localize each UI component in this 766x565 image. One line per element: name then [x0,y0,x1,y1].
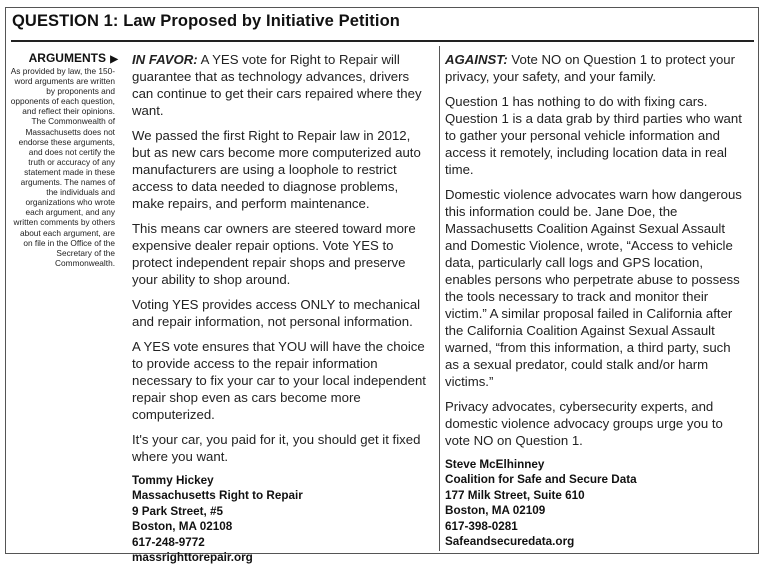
against-lead: AGAINST: [445,52,508,67]
signature-website: Safeandsecuredata.org [445,535,575,549]
in-favor-paragraph: We passed the first Right to Repair law in 2012, but as new cars become more computerized auto manufacturers are using a loophole to restrict access to data needed to diagnose problems, make repairs, and perform maintenance. [132,128,421,211]
signature-phone: 617-248-9772 [132,535,205,549]
against-paragraph: Privacy advocates, cybersecurity experts, and domestic violence advocacy groups urge you to vote NO on Question 1. [445,399,723,448]
in-favor-paragraph: IN FAVOR: A YES vote for Right to Repair will guarantee that as technology advances, drivers can continue to get their cars repaired where they want. [132,52,422,118]
signature-city: Boston, MA 02109 [445,504,546,518]
signature-phone: 617-398-0281 [445,519,518,533]
signature-name: Tommy Hickey [132,474,214,487]
arguments-heading [10,51,118,65]
against-signature [445,457,745,549]
signature-name: Steve McElhinney [445,458,545,471]
signature-organization: Coalition for Safe and Secure Data [445,473,637,487]
column-divider [439,46,440,551]
signature-street: 177 Milk Street, Suite 610 [445,488,585,502]
arrow-right-icon: ▶ [110,54,118,65]
signature-city: Boston, MA 02108 [132,520,233,534]
in-favor-column [132,51,432,565]
arguments-sidebar [10,51,118,268]
against-paragraph: Question 1 has nothing to do with fixing cars. Question 1 is a data grab by third parties who want to gather your personal vehicle information and access it remotely, including location data in real time. [445,94,742,177]
signature-website: massrighttorepair.org [132,551,253,565]
in-favor-paragraph: A YES vote ensures that YOU will have the choice to provide access to the repair information necessary to fix your car to your local independent repair shop even as cars become more computerized. [132,339,426,422]
signature-street: 9 Park Street, #5 [132,504,223,518]
arguments-disclaimer: As provided by law, the 150-word arguments are written by proponents and opponents of each question, and reflect their opinions. The Commonwealth of Massachusetts does not endorse these arguments, and does not certify the truth or accuracy of any statement made in these arguments. The names of the individuals and organizations who wrote each argument, and any written comments by others about each argument, are on file in the Office of the Secretary of the Commonwealth. [10,66,115,268]
against-paragraph: Domestic violence advocates warn how dangerous this information could be. Jane Doe, the Massachusetts Coalition Against Sexual Assault and Domestic Violence, wrote, “Access to vehicle data, particularly call logs and GPS location, enables persons who perpetrate abuse to possess the tools necessary to track and monitor their victim.” A similar proposal failed in California after the California Coalition Against Sexual Assault warned, “from this information, a third party, such as a sexual predator, could stalk and/or harm victims.” [445,187,742,389]
against-paragraph: AGAINST: Vote NO on Question 1 to protect your privacy, your safety, and your family. [445,52,736,84]
against-column [445,51,745,549]
in-favor-paragraph: This means car owners are steered toward more expensive dealer repair options. Vote YES to protect independent repair shops and preserve your ability to shop around. [132,221,416,287]
in-favor-paragraph: Voting YES provides access ONLY to mechanical and repair information, not personal information. [132,297,421,329]
in-favor-lead: IN FAVOR: [132,52,198,67]
page-title: QUESTION 1: Law Proposed by Initiative Petition [12,12,400,30]
in-favor-signature [132,473,432,565]
arguments-heading-label: ARGUMENTS [28,51,106,65]
title-divider [11,40,754,42]
in-favor-paragraph: It's your car, you paid for it, you should get it fixed where you want. [132,432,421,464]
signature-organization: Massachusetts Right to Repair [132,489,303,503]
